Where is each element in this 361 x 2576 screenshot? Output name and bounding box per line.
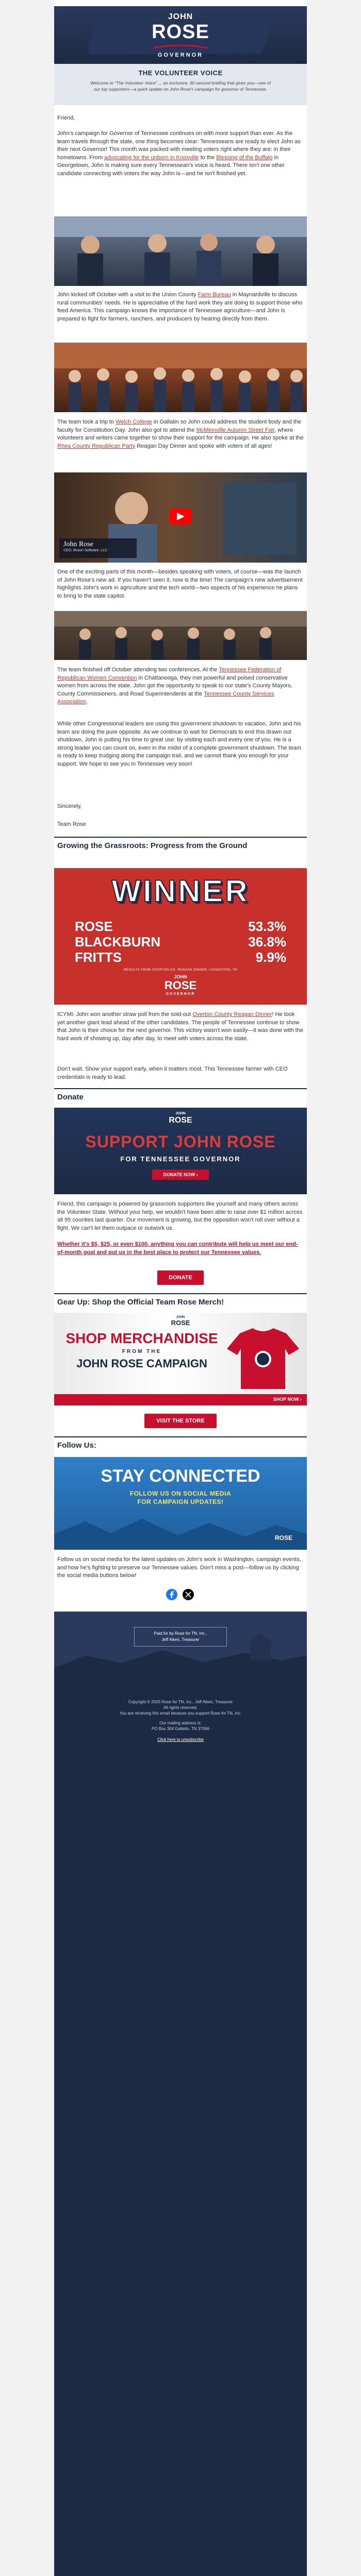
merch-banner-logo	[162, 1316, 199, 1327]
logo-line2: ROSE	[152, 21, 209, 43]
donate-logo-line2: ROSE	[169, 1116, 192, 1125]
newsletter-intro-box	[54, 64, 307, 105]
footer-copyright: Copyright © 2025 Rose for TN, Inc., Jeff Aiken, Treasurer	[128, 1700, 233, 1704]
paid-line2: Jeff Aiken, Treasurer	[161, 1637, 200, 1642]
link-tcsa[interactable]: Tennessee County Services Association	[57, 690, 274, 705]
link-advocating-unborn[interactable]: advocating for the unborn in Knoxville	[104, 154, 199, 161]
donate-banner-logo	[160, 1112, 201, 1125]
signature: Team Rose	[57, 821, 86, 827]
footer-address: PO Box 304 Gallatin, TN 37066	[152, 1726, 209, 1731]
link-welch-college[interactable]: Welch College	[116, 419, 152, 425]
logo-line1: JOHN	[168, 12, 193, 21]
section-divider	[54, 1436, 307, 1437]
letter-paragraph-2	[57, 291, 304, 323]
photo-welch-college	[54, 343, 307, 412]
grassroots-paragraph-2: Don't wait. Show your support early, when it matters most. This Tennessee farmer with CEO credentials is ready to lead.	[57, 1066, 288, 1080]
donate-paragraph-2[interactable]: Whether it's $5, $25, or even $100, anything you can contribute will help us meet our end-of-month goal and put us in the best place to protect our Tennessee values.	[57, 1241, 298, 1256]
mountains-decoration-icon	[54, 1514, 307, 1550]
p1-text-c: in Georgetown, John is making sure every Tennessean's voice is heard. There isn't one other candidate connecting with voters the way John is—and he isn't finished yet.	[57, 154, 285, 177]
link-farm-bureau[interactable]: Farm Bureau	[198, 292, 231, 298]
letter-paragraph-5	[57, 666, 304, 706]
unsubscribe-link[interactable]: Click here to unsubscribe	[157, 1737, 204, 1742]
donate-banner-line2: FOR TENNESSEE GOVERNOR	[120, 1155, 241, 1163]
play-button[interactable]	[169, 509, 192, 524]
video-lower-third	[59, 538, 137, 558]
poll-logo-line3: GOVERNOR	[166, 992, 195, 996]
section-divider	[54, 1293, 307, 1294]
candidate-pct: 9.9%	[255, 950, 286, 965]
merch-banner-button[interactable]: SHOP NOW ›	[273, 1397, 302, 1402]
p1-text-b: to the	[199, 154, 217, 161]
social-icons	[160, 1589, 201, 1601]
merch-banner[interactable]	[54, 1313, 307, 1405]
donate-banner-line1: SUPPORT JOHN ROSE	[85, 1132, 276, 1151]
poll-logo	[155, 974, 206, 996]
merch-banner-line1: SHOP MERCHANDISE	[65, 1330, 218, 1346]
p5-text-a: The team finished off October attending two conferences. At the	[57, 667, 219, 673]
greeting: Friend,	[57, 115, 75, 121]
logo-line3: GOVERNOR	[157, 52, 204, 58]
visit-store-button[interactable]: VISIT THE STORE	[144, 1414, 217, 1428]
p2-text-a: John kicked off October with a visit to the Union County	[57, 292, 198, 298]
donate-banner-button[interactable]: DONATE NOW ›	[152, 1170, 209, 1180]
follow-banner-line3: FOR CAMPAIGN UPDATES!	[137, 1498, 224, 1505]
winner-label: WINNER	[111, 874, 250, 908]
grassroots-paragraph-1	[57, 1011, 304, 1043]
poll-row	[75, 950, 286, 965]
photo-conference	[54, 611, 307, 660]
candidate-pct: 36.8%	[248, 934, 286, 950]
video-thumbnail[interactable]	[54, 472, 307, 563]
follow-logo-line2: ROSE	[274, 1534, 292, 1541]
link-mcminnville-fair[interactable]: McMinnville Autumn Street Fair	[196, 427, 275, 433]
follow-banner-line1: STAY CONNECTED	[101, 1466, 260, 1486]
poll-results	[75, 919, 286, 965]
letter-paragraph-3	[57, 418, 304, 450]
p5-text-b: in Chattanooga, they met powerful and poised conservative women from across the state. John got the opportunity to speak to our state's County Mayors, County Commissioners, and Road Superintendents at the	[57, 674, 292, 697]
merch-banner-footer	[54, 1394, 307, 1405]
follow-paragraph: Follow us on social media for the latest updates on John's work in Washington, campaign events, and how he's fighting to preserve our Tennessee values. Don't miss a post—follow us by clicking the social media buttons below!	[57, 1556, 301, 1579]
section-divider	[54, 1088, 307, 1089]
merch-shirt-icon	[224, 1328, 302, 1390]
p2-text-b: in Maynardville to discuss rural communities' needs. He is appreciative of the hard work they are doing to support those who feed America. This campaign knows the importance of Tennessee agriculture—and John is prepared to fight for farmers, ranchers, and producers by hearing directly from them.	[57, 292, 303, 322]
gr-text-b: ! He took yet another giant lead ahead of the other candidates. The people of Tennessee continue to show that John is their choice for the next governor. This victory wasn't won easily—it was done with the hard work of showing up, day after day, to meet with voters across the state.	[57, 1011, 303, 1042]
p3-text-c: , where volunteers and writers came together to show their support for the campaign. He also spoke at the	[57, 427, 304, 441]
link-rhea-county-gop[interactable]: Rhea County Republican Party	[57, 443, 136, 449]
header-banner	[54, 6, 307, 64]
x-icon[interactable]	[183, 1589, 194, 1600]
signoff: Sincerely,	[57, 803, 82, 809]
link-blessing-buffalo[interactable]: Blessing of the Buffalo	[216, 154, 273, 161]
donate-banner[interactable]	[54, 1108, 307, 1194]
logo	[147, 12, 214, 59]
footer-rights: All rights reserved.	[163, 1705, 198, 1710]
poll-footnote: RESULTS FROM OVERTON CO. REAGAN DINNER, LIVINGSTON, TN	[124, 969, 237, 972]
merch-banner-line2: FROM THE	[122, 1349, 162, 1354]
candidate-name: FRITTS	[75, 950, 122, 965]
follow-title: Follow Us:	[57, 1441, 96, 1450]
follow-banner-line2: FOLLOW US ON SOCIAL MEDIA	[129, 1490, 232, 1497]
footer-farm-scene-icon	[54, 1612, 307, 1689]
p3-text-d: Reagan Day Dinner and spoke with voters of all ages!	[135, 443, 272, 449]
video-caption-name: John Rose	[63, 540, 93, 548]
p1-text-a: John's campaign for Governor of Tennessee continues on with more support than ever. As the team travels through the state, one thing becomes clear: Tennesseans are ready to elect John as their next Governor! This month was packed with meeting voters right where they are: in their hometowns. From	[57, 130, 301, 161]
poll-logo-line2: ROSE	[164, 979, 197, 992]
link-overton-reagan-dinner[interactable]: Overton County Reagan Dinner	[192, 1011, 272, 1018]
donate-logo-line1: JOHN	[175, 1112, 186, 1115]
follow-banner-logo	[266, 1534, 302, 1541]
poll-row	[75, 934, 286, 950]
poll-logo-line1: JOHN	[174, 974, 187, 979]
letter-paragraph-6: While other Congressional leaders are using this government shutdown to vacation, John and his team are doing the pure opposite. As we continue to wait for Democrats to end this drawn out shutdown, John is putting his time to great use: by visiting each and every one of you. He is a strong leader you can count on, even in the midst of a complete government shutdown. The team is ready to keep trudging along the campaign trail, and we cannot thank you enough for your support. We hope to see you in Tennessee very soon!	[57, 721, 302, 767]
footer-reason: You are receiving this email because you support Rose for TN, Inc.	[119, 1711, 242, 1716]
newsletter-title: THE VOLUNTEER VOICE	[138, 69, 223, 77]
candidate-name: BLACKBURN	[75, 934, 161, 950]
follow-banner	[54, 1457, 307, 1550]
email-body	[54, 0, 307, 2576]
link-tfrw-convention[interactable]: Tennessee Federation of Republican Women Convention	[57, 667, 282, 681]
facebook-icon[interactable]	[166, 1589, 177, 1600]
grassroots-title: Growing the Grassroots: Progress from the Ground	[57, 841, 248, 850]
candidate-name: ROSE	[75, 919, 113, 934]
letter-paragraph-1	[57, 130, 304, 178]
p3-text-b: in Gallatin so John could address the student body and the faculty for Constitution Day. John also got to attend the	[57, 419, 302, 433]
footer-address-label: Our mailing address is:	[159, 1721, 202, 1725]
paid-line1: Paid for by Rose for TN, Inc.,	[154, 1631, 207, 1636]
donate-button[interactable]: DONATE	[157, 1270, 204, 1285]
video-caption-sub: CEO, Boson Software, LLC	[63, 549, 108, 552]
p3-text-a: The team took a trip to	[57, 419, 116, 425]
newsletter-intro: Welcome to "The Volunteer Voice" ... an exclusive, 90-second briefing that gives you—one of our top supporters—a quick update on John Rose's campaign for governor of Tennessee.	[90, 80, 271, 92]
footer	[54, 1612, 307, 2576]
donate-paragraph-1: Friend, this campaign is powered by grassroots supporters like yourself and many others across the Volunteer State. Without your help, we wouldn't have been able to raise over $1 million across all 95 counties last quarter. Our movement is growing, but the opposition won't roll over without a fight. We can't let them outpace or outwork us.	[57, 1201, 303, 1231]
poll-row	[75, 919, 286, 934]
straw-poll-graphic	[54, 868, 307, 1005]
play-icon	[177, 513, 185, 520]
merch-banner-line3: JOHN ROSE CAMPAIGN	[76, 1357, 207, 1370]
section-divider	[54, 837, 307, 838]
footer-legal	[54, 1699, 307, 1742]
donate-title: Donate	[57, 1093, 84, 1101]
merch-logo-line1: JOHN	[176, 1316, 185, 1319]
letter-paragraph-4: One of the exciting parts of this month—besides speaking with voters, of course—was the launch of John Rose's new ad. If you haven't seen it, now is the time! The campaign's new advertisement highlights John's work in agriculture and the tech world—two aspects of his experience he plans to bring to the state capitol.	[57, 569, 303, 599]
gr-text-a: ICYMI: John won another straw poll from the sold-out	[57, 1011, 193, 1018]
logo-swoosh-icon	[152, 45, 209, 49]
merch-title: Gear Up: Shop the Official Team Rose Merch!	[57, 1298, 224, 1307]
candidate-pct: 53.3%	[248, 919, 286, 934]
merch-logo-line2: ROSE	[171, 1319, 190, 1327]
paid-for-box	[134, 1627, 227, 1647]
p5-text-c: .	[86, 699, 88, 705]
photo-farm-bureau	[54, 216, 307, 286]
